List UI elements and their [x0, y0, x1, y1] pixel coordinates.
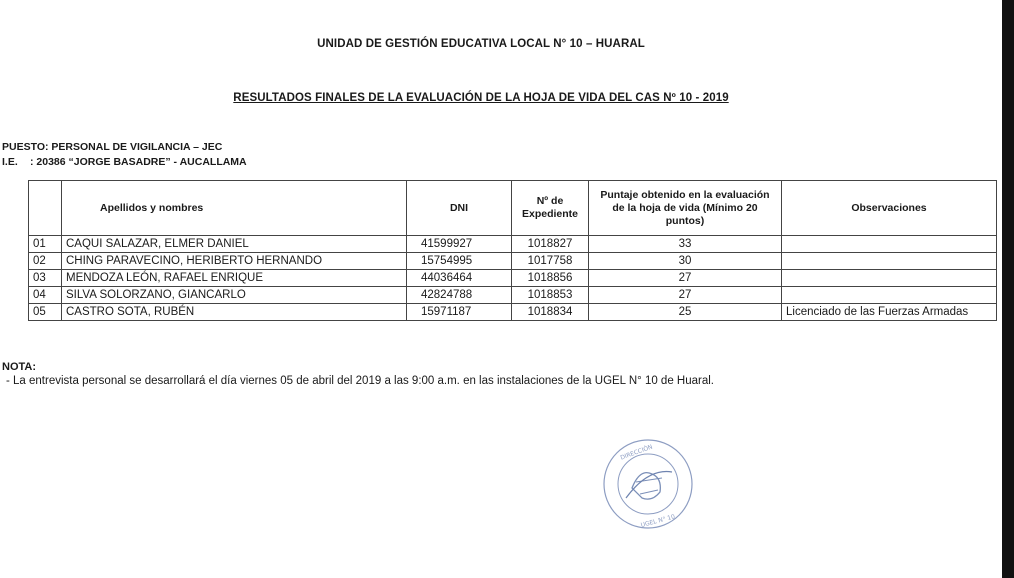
- row-expediente: 1018856: [512, 270, 589, 287]
- header-number: [29, 181, 62, 236]
- results-table: [28, 180, 997, 321]
- row-expediente: 1018827: [512, 236, 589, 253]
- row-dni: 44036464: [407, 270, 512, 287]
- table-row: [29, 236, 997, 253]
- ie-label: I.E.: [2, 156, 18, 168]
- row-number: 01: [29, 236, 62, 253]
- row-dni: 41599927: [407, 236, 512, 253]
- row-puntaje: 30: [589, 253, 782, 270]
- row-number: 04: [29, 287, 62, 304]
- svg-text:UGEL N° 10: UGEL N° 10: [640, 513, 676, 530]
- scan-edge: [1002, 0, 1014, 578]
- note-heading: NOTA:: [2, 361, 37, 373]
- row-expediente: 1017758: [512, 253, 589, 270]
- header-institution: UNIDAD DE GESTIÓN EDUCATIVA LOCAL N° 10 – HUARAL: [317, 38, 645, 50]
- table-row: [29, 287, 997, 304]
- header-expediente: Nº de Expediente: [512, 181, 589, 236]
- row-puntaje: 33: [589, 236, 782, 253]
- row-observaciones: Licenciado de las Fuerzas Armadas: [782, 304, 997, 321]
- row-name: CAQUI SALAZAR, ELMER DANIEL: [62, 236, 407, 253]
- table-row: [29, 270, 997, 287]
- row-number: 05: [29, 304, 62, 321]
- header-observaciones: Observaciones: [782, 181, 997, 236]
- row-name: SILVA SOLORZANO, GIANCARLO: [62, 287, 407, 304]
- row-expediente: 1018853: [512, 287, 589, 304]
- header-name: Apellidos y nombres: [62, 181, 407, 236]
- svg-text:DIRECCIÓN: DIRECCIÓN: [619, 443, 654, 462]
- row-dni: 15971187: [407, 304, 512, 321]
- row-observaciones: [782, 270, 997, 287]
- row-dni: 42824788: [407, 287, 512, 304]
- row-number: 03: [29, 270, 62, 287]
- note-text: - La entrevista personal se desarrollará el día viernes 05 de abril del 2019 a las 9:00 a.m. en las instalaciones de la UGEL N° 10 de Huaral.: [6, 375, 714, 387]
- row-puntaje: 27: [589, 287, 782, 304]
- row-puntaje: 27: [589, 270, 782, 287]
- row-expediente: 1018834: [512, 304, 589, 321]
- row-number: 02: [29, 253, 62, 270]
- header-puntaje: Puntaje obtenido en la evaluación de la hoja de vida (Mínimo 20 puntos): [589, 181, 782, 236]
- row-observaciones: [782, 287, 997, 304]
- position-line: PUESTO: PERSONAL DE VIGILANCIA – JEC: [2, 141, 223, 153]
- document-title: RESULTADOS FINALES DE LA EVALUACIÓN DE LA HOJA DE VIDA DEL CAS Nº 10 - 2019: [233, 92, 729, 104]
- table-row: [29, 304, 997, 321]
- row-name: CHING PARAVECINO, HERIBERTO HERNANDO: [62, 253, 407, 270]
- row-observaciones: [782, 253, 997, 270]
- row-name: CASTRO SOTA, RUBÉN: [62, 304, 407, 321]
- table-row: [29, 253, 997, 270]
- official-seal-icon: [602, 438, 694, 530]
- row-observaciones: [782, 236, 997, 253]
- row-puntaje: 25: [589, 304, 782, 321]
- ie-value: : 20386 “JORGE BASADRE” - AUCALLAMA: [30, 156, 247, 168]
- row-name: MENDOZA LEÓN, RAFAEL ENRIQUE: [62, 270, 407, 287]
- table-header-row: [29, 181, 997, 236]
- header-dni: DNI: [407, 181, 512, 236]
- institution-line: [2, 156, 247, 168]
- row-dni: 15754995: [407, 253, 512, 270]
